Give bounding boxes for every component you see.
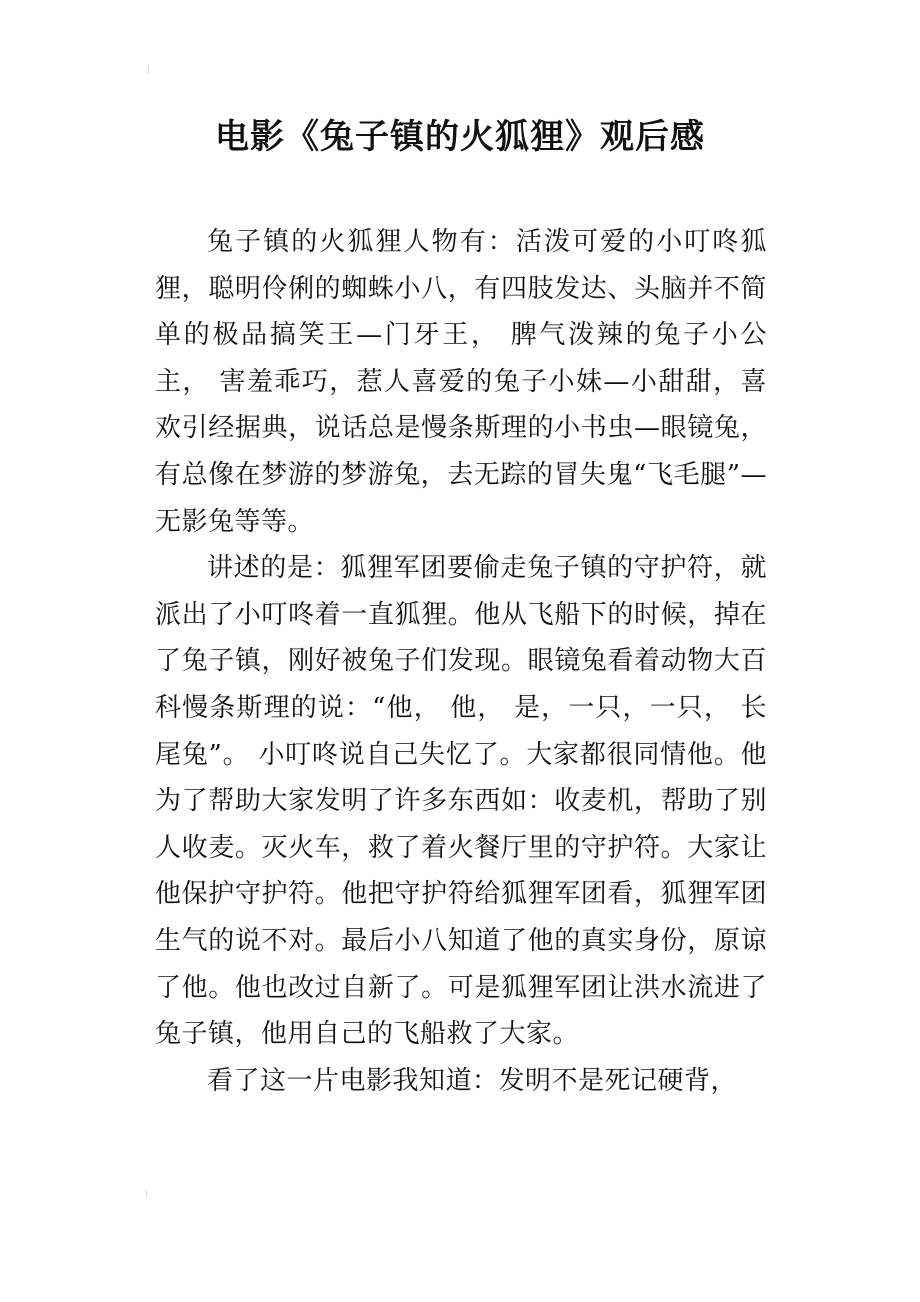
paragraph-1: 兔子镇的火狐狸人物有：活泼可爱的小叮咚狐狸，聪明伶俐的蜘蛛小八，有四肢发达、头脑并不简单的极品搞笑王—门牙王， 脾气泼辣的兔子小公主， 害羞乖巧，惹人喜爱的兔子小妹—小甜甜，喜欢引经据典，说话总是慢条斯理的小书虫—眼镜兔，有总像在梦游的梦游兔，去无踪的冒失鬼“飞毛腿”—无影兔等等。 (155, 227, 767, 537)
paragraph-3: 看了这一片电影我知道：发明不是死记硬背， (207, 1065, 738, 1096)
corner-mark-bottom: ⁞ (145, 1189, 148, 1200)
paragraph-2: 讲述的是：狐狸军团要偷走兔子镇的守护符，就派出了小叮咚着一直狐狸。他从飞船下的时候，掉在了兔子镇，刚好被兔子们发现。眼镜兔看着动物大百科慢条斯理的说：“他， 他， 是，一只，一只， 长尾兔”。 小叮咚说自己失忆了。大家都很同情他。他为了帮助大家发明了许多东西如：收麦机，帮助了别人收麦。灭火车，救了着火餐厅里的守护符。大家让他保护守护符。他把守护符给狐狸军团看，狐狸军团生气的说不对。最后小八知道了他的真实身份，原谅了他。他也改过自新了。可是狐狸军团让洪水流进了兔子镇，他用自己的飞船救了大家。 (155, 553, 767, 1050)
corner-mark-top: ⁞ (147, 65, 150, 76)
document-body (155, 219, 767, 1104)
document-title: 电影《兔子镇的火狐狸》观后感 (215, 117, 705, 157)
